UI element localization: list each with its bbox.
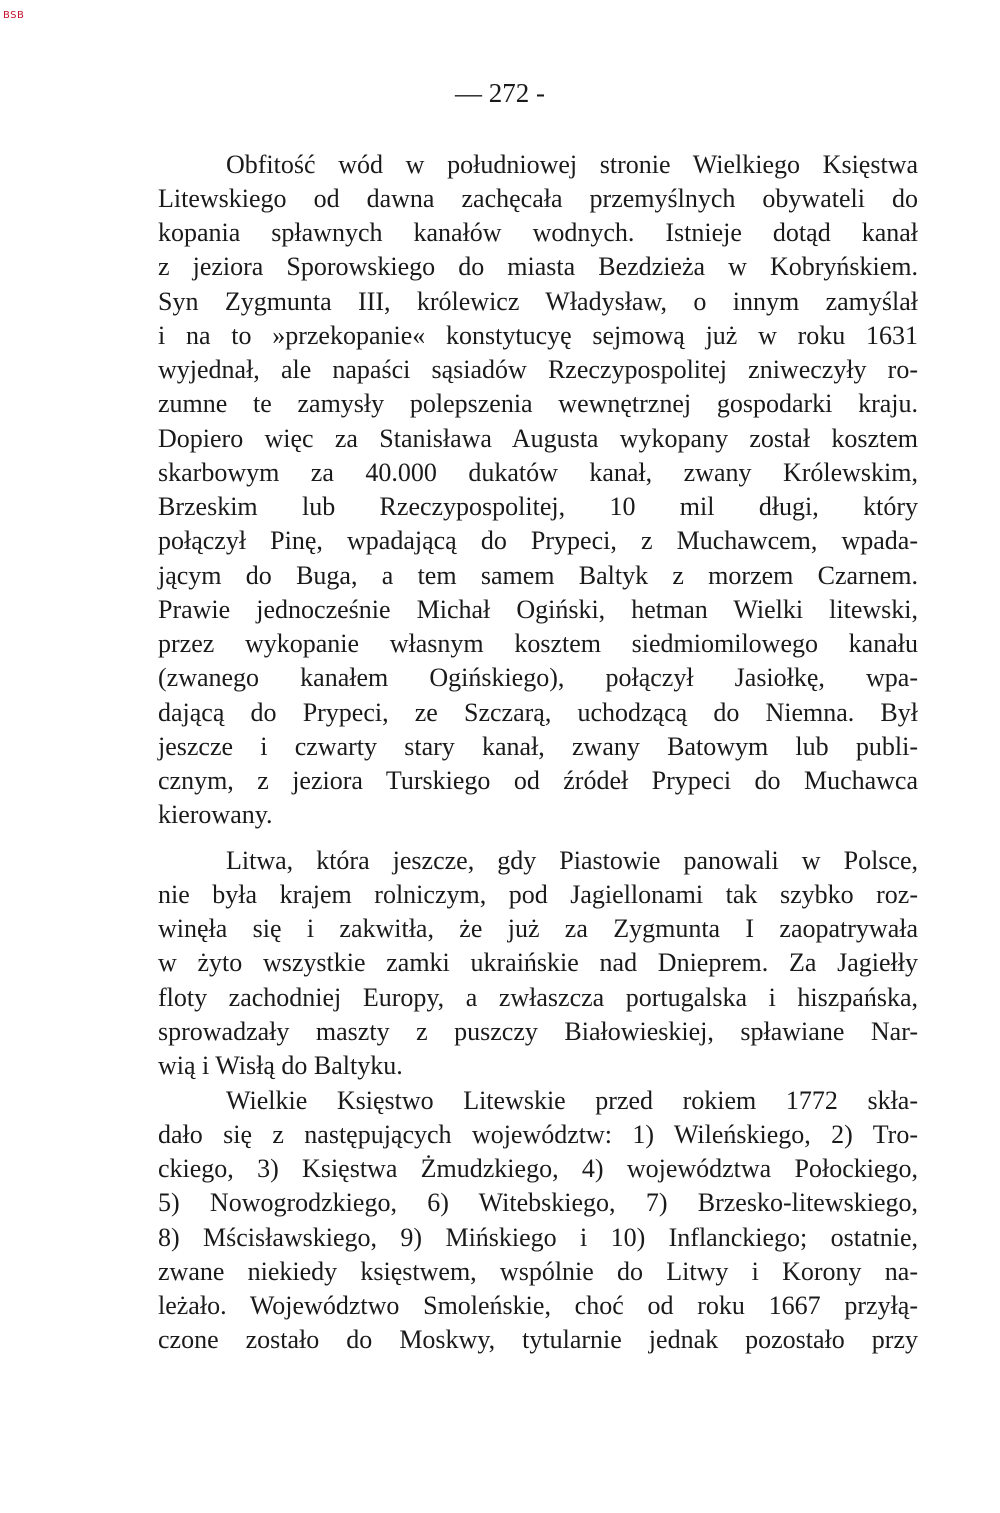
- text-line: połączył Pinę, wpadającą do Prypeci, z Muchawcem, wpada-: [158, 526, 918, 555]
- text-line: nie była krajem rolniczym, pod Jagiellonami tak szybko roz-: [158, 880, 918, 909]
- text-line: 5) Nowogrodzkiego, 6) Witebskiego, 7) Brzesko-litewskiego,: [158, 1188, 918, 1217]
- text-line: czone zostało do Moskwy, tytularnie jednak pozostało przy: [158, 1325, 918, 1354]
- text-line: Brzeskim lub Rzeczypospolitej, 10 mil długi, który: [158, 492, 918, 521]
- text-line: Litwa, która jeszcze, gdy Piastowie panowali w Polsce,: [226, 846, 918, 875]
- text-line: zumne te zamysły polepszenia wewnętrznej gospodarki kraju.: [158, 389, 918, 418]
- text-line: wią i Wisłą do Baltyku.: [158, 1051, 403, 1080]
- page-number-header: [0, 78, 1000, 109]
- text-line: i na to »przekopanie« konstytucyę sejmową już w roku 1631: [158, 321, 918, 350]
- text-line: Dopiero więc za Stanisława Augusta wykopany został kosztem: [158, 424, 918, 453]
- text-line: kopania spławnych kanałów wodnych. Istnieje dotąd kanał: [158, 218, 918, 247]
- page-number: — 272 -: [455, 78, 545, 108]
- text-line: Syn Zygmunta III, królewicz Władysław, o innym zamyślał: [158, 287, 918, 316]
- text-line: w żyto wszystkie zamki ukraińskie nad Dnieprem. Za Jagiełły: [158, 948, 918, 977]
- text-line: przez wykopanie własnym kosztem siedmiomilowego kanału: [158, 629, 918, 658]
- text-line: wyjednał, ale napaści sąsiadów Rzeczypospolitej zniweczyły ro-: [158, 355, 918, 384]
- library-stamp: BSB: [3, 10, 25, 21]
- text-line: floty zachodniej Europy, a zwłaszcza portugalska i hiszpańska,: [158, 983, 918, 1012]
- text-line: Wielkie Księstwo Litewskie przed rokiem 1772 skła-: [226, 1086, 918, 1115]
- text-line: ckiego, 3) Księstwa Żmudzkiego, 4) województwa Połockiego,: [158, 1154, 918, 1183]
- text-line: 8) Mścisławskiego, 9) Mińskiego i 10) Inflanckiego; ostatnie,: [158, 1223, 918, 1252]
- text-line: zwane niekiedy księstwem, wspólnie do Litwy i Korony na-: [158, 1257, 918, 1286]
- text-line: (zwanego kanałem Ogińskiego), połączył Jasiołkę, wpa-: [158, 663, 918, 692]
- text-line: jeszcze i czwarty stary kanał, zwany Batowym lub publi-: [158, 732, 918, 761]
- text-line: cznym, z jeziora Turskiego od źródeł Prypeci do Muchawca: [158, 766, 918, 795]
- text-line: leżało. Województwo Smoleńskie, choć od roku 1667 przyłą-: [158, 1291, 918, 1320]
- text-line: kierowany.: [158, 800, 273, 829]
- text-line: skarbowym za 40.000 dukatów kanał, zwany Królewskim,: [158, 458, 918, 487]
- text-line: Litewskiego od dawna zachęcała przemyślnych obywateli do: [158, 184, 918, 213]
- text-line: winęła się i zakwitła, że już za Zygmunta I zaopatrywała: [158, 914, 918, 943]
- text-line: z jeziora Sporowskiego do miasta Bezdzieża w Kobryńskiem.: [158, 252, 918, 281]
- text-line: Obfitość wód w południowej stronie Wielkiego Księstwa: [226, 150, 918, 179]
- text-line: Prawie jednocześnie Michał Ogiński, hetman Wielki litewski,: [158, 595, 918, 624]
- text-line: dającą do Prypeci, ze Szczarą, uchodzącą do Niemna. Był: [158, 698, 918, 727]
- text-line: jącym do Buga, a tem samem Baltyk z morzem Czarnem.: [158, 561, 918, 590]
- text-line: sprowadzały maszty z puszczy Białowieskiej, spławiane Nar-: [158, 1017, 918, 1046]
- text-line: dało się z następujących województw: 1) Wileńskiego, 2) Tro-: [158, 1120, 918, 1149]
